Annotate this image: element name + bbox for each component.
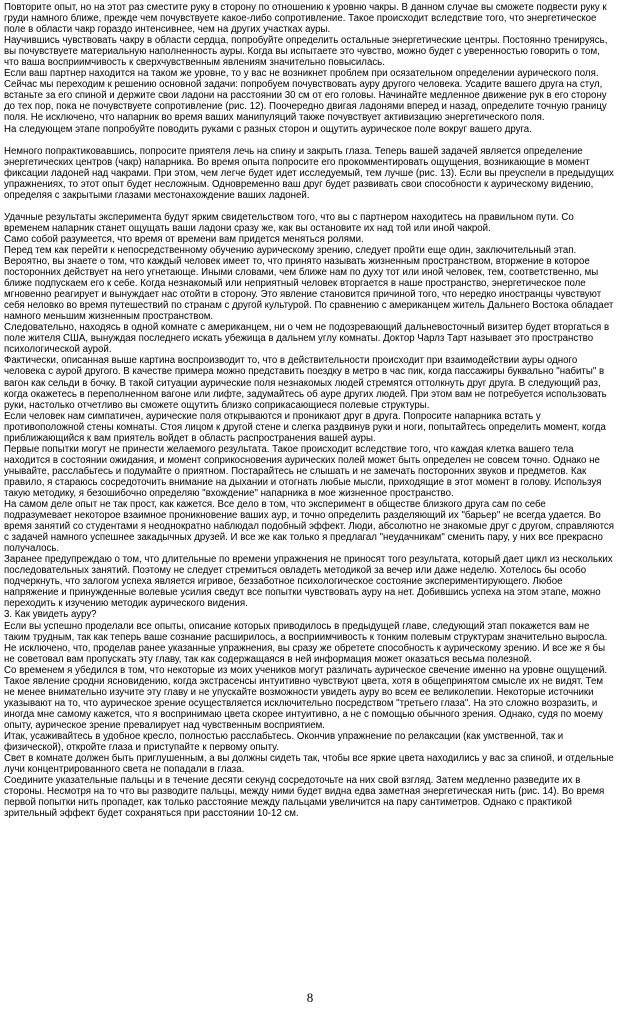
paragraph: Сейчас мы переходим к решению основной задачи: попробуем почувствовать ауру другого человека. Усадите вашего друга на стул, встаньте за его спиной и держите свои ладони на расстоянии 30 см от его головы. Начинайте медленное движение рук в его сторону до тех пор, пока не почувствуете сопротивление (рис. 12). Поочередно двигая ладонями вперед и назад, определите точную границу поля. Не исключено, что напарник во время ваших манипуляций также почувствует активизацию энергетического поля. bbox=[4, 79, 607, 124]
paragraph: Немного попрактиковавшись, попросите приятеля лечь на спину и закрыть глаза. Теперь вашей задачей является определение энергетических центров (чакр) напарника. Во время опыта попросите его прокомментировать ощущения, возникающие в момент фиксации ладоней над чакрами. При этом, чем легче будет идет исследуемый, тем лучше (рис. 13). Если вы преуспели в предыдущих упражнениях, то этот опыт будет несложным. Одновременно ваш друг будет развивать свои способности к аурическому видению, определяя с закрытыми глазами местонахождение ваших ладоней. bbox=[4, 145, 614, 201]
paragraph: Научившись чувствовать чакру в области сердца, попробуйте определить остальные энергетические центры. Постоянно тренируясь, вы почувствуете материальную наполненность ауры. Когда вы испытаете это чувство, можно будет с уверенностью говорить о том, что ваша восприимчивость к сверхчувственным явлениям значительно повысилась. bbox=[4, 35, 608, 69]
paragraph: Если человек нам симпатичен, аурические поля открываются и проникают друг в друга. Попросите напарника встать у противоположной стены комнаты. Стоя лицом к другой стене и слегка раздвинув руки и ноги, попытайтесь определить момент, когда приближающийся к вам приятель войдет в область распространения вашей ауры. bbox=[4, 410, 606, 444]
paragraph: Если вы успешно проделали все опыты, описание которых приводилось в предыдущей главе, следующий этап покажется вам не таким трудным, так как теперь ваше сознание расширилось, а восприимчивость к тонким полевым структурам значительно выросла. Не исключено, что, проделав ранее указанные упражнения, вы сразу же обретете способность к аурическому зрению. И все же я бы не советовал вам пропускать эту главу, так как содержащаяся в ней информация может оказаться весьма полезной. bbox=[4, 620, 608, 665]
paragraph: Фактически, описанная выше картина воспроизводит то, что в действительности происходит при взаимодействии ауры одного человека с аурой другого. В качестве примера можно представить поездку в метро в час пик, когда пассажиры буквально "набиты" в вагон как сельди в бочку. В такой ситуации аурические поля незнакомых людей стремятся оттолкнуть друг друга. В следующий раз, когда окажетесь в переполненном вагоне или лифте, задумайтесь об ауре других людей. При этом вам не потребуется использовать руки, настолько отчетливо вы сможете ощутить близко соприкасающиеся полевые структуры. bbox=[4, 355, 607, 411]
section-heading: 3. Как увидеть ауру? bbox=[4, 609, 97, 621]
paragraph: На самом деле опыт не так прост, как кажется. Все дело в том, что эксперимент в обществе близкого друга сам по себе подразумевает некоторое взаимное проникновение ваших аур, и точно определить разделяющий их "барьер" не всегда удается. Во время занятий со студентами я неоднократно наблюдал подобный эффект. Люди, абсолютно не знакомые друг с другом, справляются с задачей намного успешнее закадычных друзей. И все же как только я предлагал "неудачникам" сменить пару, у них все прекрасно получалось. bbox=[4, 499, 614, 555]
paragraph: Удачные результаты эксперимента будут ярким свидетельством того, что вы с партнером находитесь на правильном пути. Со временем напарник станет ощущать ваши ладони сразу же, как вы остановите их над той или иной чакрой. bbox=[4, 211, 574, 234]
paragraph: Следовательно, находясь в одной комнате с американцем, ни о чем не подозревающий дальневосточный визитер будет вторгаться в поле жителя США, вынуждая последнего искать убежища в дальнем углу комнаты. Доктор Чарлз Тарт называет это пространство психологической аурой. bbox=[4, 322, 610, 356]
paragraph: Вероятно, вы знаете о том, что каждый человек имеет то, что принято называть жизненным пространством, вторжение в которое посторонних действует на него угнетающе. Иными словами, чем ближе нам по духу тот или иной человек, тем, соответственно, мы ближе подпускаем его к себе. Когда незнакомый или неприятный человек вторгается в наше пространство, энергетическое поле мгновенно реагирует и вынуждает нас отойти в сторону. Это явление становится причиной того, что нередко иностранцы чувствуют себя неловко во время путешествий по странам с другой культурой. По сравнению с американцем житель Дальнего Востока обладает намного меньшим жизненным пространством. bbox=[4, 255, 614, 323]
paragraph: Первые попытки могут не принести желаемого результата. Такое происходит вследствие того, что каждая клетка вашего тела находится в состоянии ожидания, и момент соприкосновения аурических полей может быть определен не совсем точно. Однако не унывайте, расслабьтесь и подумайте о приятном. Постарайтесь не слышать и не замечать посторонних звуков и предметов. Как правило, я стараюсь сосредоточить внимание на дыхании и отогнать любые мысли, приходящие в этот момент в голову. Используя такую методику, я безошибочно определяю "вхождение" напарника в мое жизненное пространство. bbox=[4, 443, 602, 499]
paragraph: Если ваш партнер находится на таком же уровне, то у вас не возникнет проблем при осязательном определении аурического поля. bbox=[4, 68, 599, 80]
paragraph: Итак, усаживайтесь в удобное кресло, полностью расслабьтесь. Окончив упражнение по релаксации (как умственной, так и физической), откройте глаза и приступайте к первому опыту. bbox=[4, 731, 564, 754]
paragraph: Само собой разумеется, что время от времени вам придется меняться ролями. bbox=[4, 233, 364, 245]
paragraph: Со временем я убедился в том, что некоторые из моих учеников могут различать аурическое свечение именно на уровне ощущений. Такое явление сродни ясновидению, когда экстрасенсы интуитивно чувствуют цвета, хотя в общепринятом смысле их не видят. Тем не менее внимательно изучите эту главу и не упускайте возможности увидеть ауру во всем ее великолепии. Некоторые источники указывают на то, что аурическое зрение осуществляется исключительно посредством "третьего глаза". На это сложно возразить, и иногда мне самому кажется, что я воспринимаю цвета скорее интуитивно, а не с помощью обычного зрения. Однако, судя по моему опыту, аурическое зрение превалирует над чувственным восприятием. bbox=[4, 664, 608, 731]
page-number: 8 bbox=[306, 990, 314, 1005]
paragraph: Повторите опыт, но на этот раз сместите руку в сторону по отношению к уровню чакры. В данном случае вы сможете подвести руку к груди намного ближе, прежде чем почувствуете какое-либо сопротивление. Такое происходит вследствие того, что энергетическое поле в области чакр гораздо интенсивнее, чем на других участках ауры. bbox=[4, 2, 607, 36]
paragraph: Соедините указательные пальцы и в течение десяти секунд сосредоточьте на них свой взгляд. Затем медленно разведите их в стороны. Несмотря на то что вы разводите пальцы, между ними будет видна едва заметная энергетическая нить (рис. 14). Во время первой попытки нить пропадет, как только расстояние между пальцами увеличится на пару сантиметров. Однако с практикой зрительный эффект будет сохраняться при расстоянии 10-12 см. bbox=[4, 775, 605, 820]
paragraph: На следующем этапе попробуйте поводить руками с разных сторон и ощутить аурическое поле вокруг вашего друга. bbox=[4, 123, 532, 135]
paragraph: Перед тем как перейти к непосредственному обучению аурическому зрению, следует пройти еще один, заключительный этап. bbox=[4, 244, 577, 256]
paragraph: Заранее предупреждаю о том, что длительные по времени упражнения не приносят того результата, который дает цикл из нескольких последовательных занятий. Поэтому не следует стремиться овладеть методикой за вечер или даже неделю. Хотелось бы особо подчеркнуть, что залогом успеха является игривое, беззаботное психологическое состояние экспериментирующего. Любое напряжение и принужденные волевые усилия сведут все попытки чувствовать ауру на нет. Добившись успеха на этом этапе, можно переходить к изучению методик аурического видения. bbox=[4, 554, 613, 610]
paragraph: Свет в комнате должен быть приглушенным, а вы должны сидеть так, чтобы все яркие цвета находились у вас за спиной, и отдельные лучи концентрированного света не попадали в глаза. bbox=[4, 753, 614, 776]
